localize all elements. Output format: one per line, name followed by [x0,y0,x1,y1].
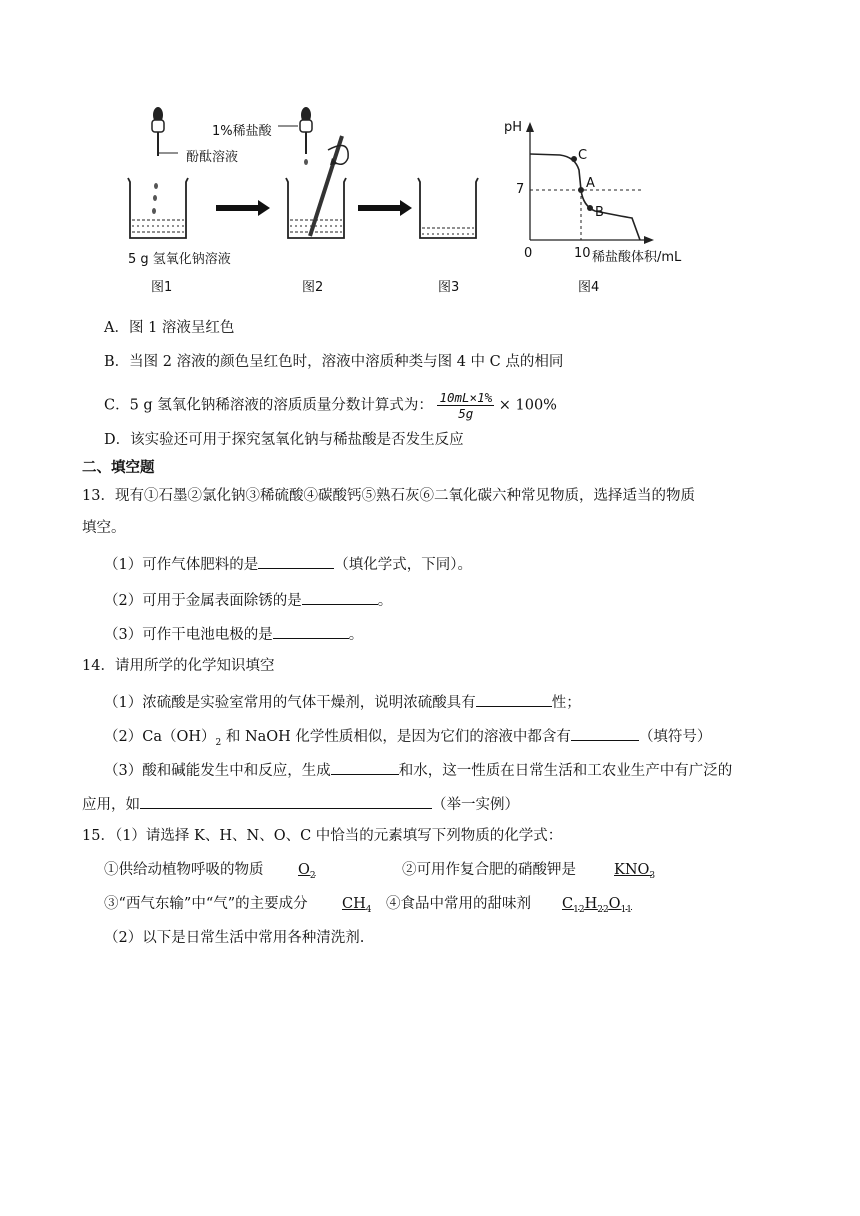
fig3-drawing [418,178,478,238]
q15-item3 [104,894,308,914]
fig4-point-a-label: A [586,176,595,191]
q13-stem-line2: 填空。 [82,520,126,536]
q14-part2-hint: （填符号） [638,729,712,745]
q14-part2 [104,724,711,753]
option-d: D．该实验还可用于探究氢氧化钠与稀盐酸是否发生反应 [104,432,464,448]
q14-part3-line2-text: 应用，如 [82,797,140,813]
fig4-point-b-label: B [595,205,604,220]
q14-part1 [104,690,581,713]
option-c-prefix: C．5 g 氢氧化钠稀溶液的溶质质量分数计算式为： [104,397,433,414]
q15-item4-answer [562,894,632,920]
q15-item3-label: ③“西气东输”中“气”的主要成分 [104,896,308,912]
q14-part3-text: （3）酸和碱能发生中和反应，生成 [104,763,331,779]
q15-item4-c-sub: 12 [573,904,585,915]
q13-part2 [104,588,392,611]
q13-part2-text: （2）可用于金属表面除锈的是 [104,593,302,609]
option-c-fraction [437,390,494,421]
option-c [104,390,557,421]
q14-part2-subscript: 2 [215,737,222,748]
fraction-denominator: 5g [458,406,474,421]
q13-part1 [104,552,472,575]
answer-blank[interactable] [273,622,349,639]
q15-item1 [104,860,264,880]
point-a-marker [578,187,584,193]
q15-stem: 15．（1）请选择 K、H、N、O、C 中恰当的元素填写下列物质的化学式： [82,828,563,844]
section-title: 二、填空题 [82,460,155,476]
q15-item1-answer [298,860,316,886]
option-b: B．当图 2 溶液的颜色呈红色时，溶液中溶质种类与图 4 中 C 点的相同 [104,354,564,370]
fig4-x-tick: 10 [574,246,591,261]
point-b-marker [587,205,593,211]
q15-item1-sub: 2 [309,870,316,881]
answer-blank[interactable] [302,588,378,605]
q13-part3-end: 。 [348,627,364,643]
q15-item4-o: O [608,896,621,912]
q14-part2-text: 和 NaOH 化学性质相似，是因为它们的溶液中都含有 [221,729,571,745]
q15-item1-label: ①供给动植物呼吸的物质 [104,862,264,878]
answer-blank[interactable] [476,690,552,707]
fig1-dropper-label: 酚酞溶液 [186,150,239,165]
q13-part1-hint: （填化学式，下同）。 [334,557,472,573]
q15-item2-sub: 3 [649,870,656,881]
fig4-point-c-label: C [578,148,588,163]
fig1-drawing [128,107,188,238]
q14-part3-hint: （举一实例） [432,797,519,813]
q15-item2-formula: KNO [614,862,650,878]
option-c-suffix: × 100% [498,397,557,414]
q15-item1-formula: O [298,862,310,878]
q15-item3-formula: CH [342,896,366,912]
figures-svg [120,98,700,303]
q15-item3-sub: 4 [365,904,372,915]
q14-part1-text: （1）浓硫酸是实验室常用的气体干燥剂，说明浓硫酸具有 [104,695,476,711]
arrow-icon [216,200,270,216]
fig1-beaker-label: 5 g 氢氧化钠溶液 [128,252,231,267]
q14-part3 [104,758,732,781]
answer-blank[interactable] [571,724,639,741]
fig4-x-axis-label: 稀盐酸体积/mL [592,250,682,265]
answer-blank[interactable] [331,758,399,775]
fig4-caption: 图4 [578,280,600,295]
q15-item4-o-sub: 11 [620,904,633,915]
q15-item4-h-sub: 22 [597,904,609,915]
q14-part2-formula: （2）Ca（OH） [104,729,216,745]
q13-part3 [104,622,363,645]
q15-item4-label: ④食品中常用的甜味剂 [386,896,531,912]
fig4-y-axis-label: pH [504,120,523,135]
q14-part3-text2: 和水，这一性质在日常生活和工农业生产中有广泛的 [398,763,733,779]
q15-item4 [386,894,531,914]
option-a: A．图 1 溶液呈红色 [104,320,235,336]
q14-part3-line2 [82,792,519,815]
q13-part2-end: 。 [377,593,393,609]
q15-part2: （2）以下是日常生活中常用各种清洗剂. [104,930,365,946]
q14-part1-end: 性； [551,695,581,711]
arrow-icon [358,200,412,216]
point-c-marker [571,156,577,162]
fig2-drawing [278,107,348,238]
fig2-caption: 图2 [302,280,324,295]
fig2-dropper-label: 1%稀盐酸 [212,124,272,139]
answer-blank[interactable] [140,792,432,809]
experiment-figures [120,98,700,303]
q15-item3-answer [342,894,371,920]
q15-item2-answer [614,860,655,886]
q15-item4-c: C [562,896,574,912]
fig1-caption: 图1 [151,280,173,295]
answer-blank[interactable] [258,552,334,569]
q15-item2-label: ②可用作复合肥的硝酸钾是 [402,862,576,878]
q13-stem-line1: 13．现有①石墨②氯化钠③稀硫酸④碳酸钙⑤熟石灰⑥二氧化碳六种常见物质，选择适当的物质 [82,488,695,504]
q15-item4-h: H [584,896,598,912]
q15-item2 [402,860,576,880]
fig4-y-tick: 7 [516,182,525,197]
fig4-x-origin: 0 [524,246,533,261]
fraction-numerator: 10mL×1% [439,390,493,405]
q13-part3-text: （3）可作干电池电极的是 [104,627,273,643]
fig3-caption: 图3 [438,280,460,295]
q14-stem: 14．请用所学的化学知识填空 [82,658,275,674]
q13-part1-text: （1）可作气体肥料的是 [104,557,259,573]
